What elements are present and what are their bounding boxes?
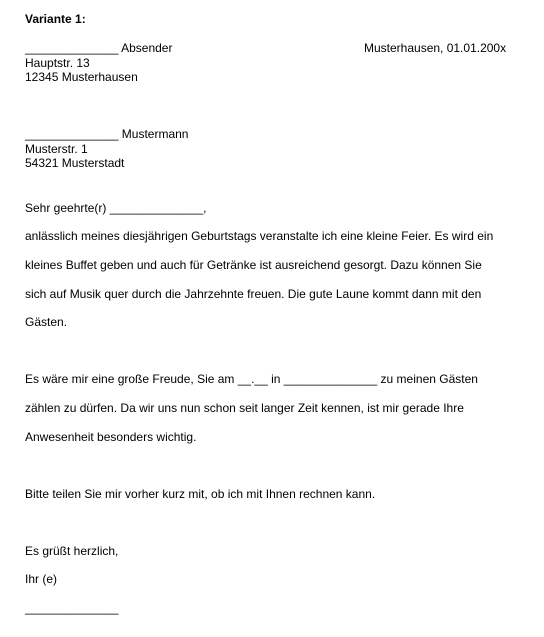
paragraph1-line: sich auf Musik quer durch die Jahrzehnte freuen. Die gute Laune kommt dann mit den — [25, 287, 482, 301]
closing-greeting: Es grüßt herzlich, — [25, 544, 119, 558]
variant-heading: Variante 1: — [25, 12, 86, 26]
paragraph2-line: zählen zu dürfen. Da wir uns nun schon seit langer Zeit kennen, ist mir gerade Ihre — [25, 401, 464, 415]
paragraph3-line: Bitte teilen Sie mir vorher kurz mit, ob ich mit Ihnen rechnen kann. — [25, 487, 376, 501]
paragraph2-line: Anwesenheit besonders wichtig. — [25, 430, 197, 444]
place-date-line: Musterhausen, 01.01.200x — [364, 41, 507, 55]
recipient-name-line: ______________ Mustermann — [25, 127, 189, 141]
paragraph1-line: Gästen. — [25, 315, 68, 329]
sender-name-line: ______________ Absender — [25, 41, 173, 55]
signature-line: ______________ — [25, 601, 119, 615]
paragraph1-line: anlässlich meines diesjährigen Geburtstags veranstalte ich eine kleine Feier. Es wird ein — [25, 229, 494, 243]
paragraph1-line: kleines Buffet geben und auch für Getränke ist ausreichend gesorgt. Dazu können Sie — [25, 258, 482, 272]
sender-street: Hauptstr. 13 — [25, 56, 90, 70]
sender-city: 12345 Musterhausen — [25, 70, 138, 84]
salutation: Sehr geehrte(r) ______________, — [25, 201, 207, 215]
closing-sign-off: Ihr (e) — [25, 572, 58, 586]
recipient-city: 54321 Musterstadt — [25, 156, 125, 170]
recipient-street: Musterstr. 1 — [25, 142, 88, 156]
paragraph2-line: Es wäre mir eine große Freude, Sie am __.__ in ______________ zu meinen Gästen — [25, 372, 478, 386]
